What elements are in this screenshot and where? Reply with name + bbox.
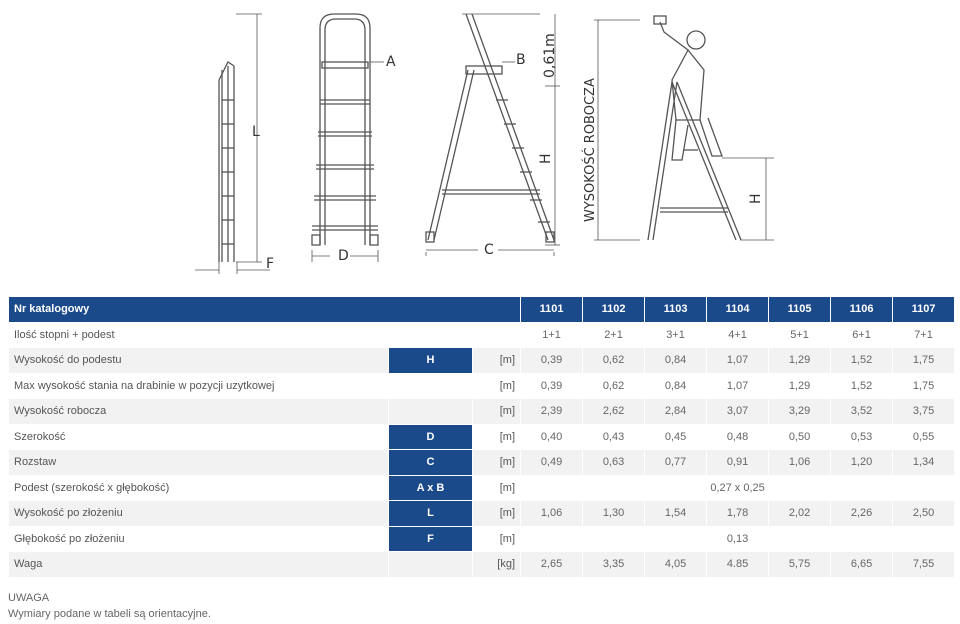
value-cell: 4+1 (707, 322, 769, 348)
value-cell: 1,07 (707, 373, 769, 399)
value-cell: 6,65 (831, 552, 893, 578)
value-cell: 0,63 (583, 450, 645, 476)
value-cell: 0,43 (583, 424, 645, 450)
dimension-code-badge (389, 399, 473, 425)
model-header: 1102 (583, 297, 645, 323)
catalog-number-header: Nr katalogowy (9, 297, 521, 323)
value-cell: 0,53 (831, 424, 893, 450)
table-row (9, 475, 955, 501)
value-cell: 3,75 (893, 399, 955, 425)
value-cell: 0,49 (521, 450, 583, 476)
value-cell: 0,45 (645, 424, 707, 450)
row-label: Głębokość po złożeniu (9, 526, 389, 552)
value-cell: 1,07 (707, 348, 769, 374)
value-cell: 0,48 (707, 424, 769, 450)
ladder-dimension-diagram (0, 0, 960, 290)
dimension-code-badge: A x B (389, 475, 473, 501)
value-cell: 1,29 (769, 348, 831, 374)
row-label: Wysokość robocza (9, 399, 389, 425)
value-cell: 6+1 (831, 322, 893, 348)
dim-label-H-side: H (538, 153, 554, 164)
value-cell: 7+1 (893, 322, 955, 348)
dimension-code-badge (389, 322, 473, 348)
merged-value-cell: 0,27 x 0,25 (521, 475, 955, 501)
unit-label: [m] (473, 348, 521, 374)
row-label: Waga (9, 552, 389, 578)
model-header: 1107 (893, 297, 955, 323)
value-cell: 1,06 (769, 450, 831, 476)
value-cell: 3,52 (831, 399, 893, 425)
value-cell: 1,75 (893, 373, 955, 399)
table-row (9, 348, 955, 374)
dim-label-F: F (266, 256, 275, 272)
value-cell: 2,84 (645, 399, 707, 425)
value-cell: 0,84 (645, 348, 707, 374)
value-cell: 0,39 (521, 373, 583, 399)
unit-label: [kg] (473, 552, 521, 578)
value-cell: 3,07 (707, 399, 769, 425)
dimension-code-badge: C (389, 450, 473, 476)
table-row (9, 373, 955, 399)
note-text: Wymiary podane w tabeli są orientacyjne. (8, 608, 211, 620)
value-cell: 3+1 (645, 322, 707, 348)
value-cell: 1,30 (583, 501, 645, 527)
folded-side-view (195, 14, 270, 274)
value-cell: 1,75 (893, 348, 955, 374)
table-header-row (9, 297, 955, 323)
value-cell: 1,52 (831, 373, 893, 399)
unit-label (473, 322, 521, 348)
value-cell: 0,55 (893, 424, 955, 450)
value-cell: 3,29 (769, 399, 831, 425)
model-header: 1106 (831, 297, 893, 323)
value-cell: 5,75 (769, 552, 831, 578)
table-row (9, 322, 955, 348)
table-row (9, 424, 955, 450)
value-cell: 1,34 (893, 450, 955, 476)
value-cell: 2,50 (893, 501, 955, 527)
unit-label: [m] (473, 399, 521, 425)
value-cell: 0,91 (707, 450, 769, 476)
value-cell: 0,39 (521, 348, 583, 374)
model-header: 1105 (769, 297, 831, 323)
row-label: Wysokość do podestu (9, 348, 389, 374)
value-cell: 0,84 (645, 373, 707, 399)
value-cell: 0,62 (583, 373, 645, 399)
value-cell: 4,05 (645, 552, 707, 578)
model-header: 1101 (521, 297, 583, 323)
value-cell: 1,20 (831, 450, 893, 476)
value-cell: 3,35 (583, 552, 645, 578)
value-cell: 5+1 (769, 322, 831, 348)
value-cell: 2,02 (769, 501, 831, 527)
value-cell: 2,39 (521, 399, 583, 425)
value-cell: 0,40 (521, 424, 583, 450)
model-header: 1103 (645, 297, 707, 323)
dim-label-L: L (252, 124, 260, 140)
table-row (9, 399, 955, 425)
value-cell: 0,62 (583, 348, 645, 374)
row-label: Szerokość (9, 424, 389, 450)
value-cell: 1+1 (521, 322, 583, 348)
row-label: Wysokość po złożeniu (9, 501, 389, 527)
row-label: Ilość stopni + podest (9, 322, 389, 348)
dim-label-A: A (386, 54, 396, 70)
value-cell: 1,52 (831, 348, 893, 374)
table-row (9, 552, 955, 578)
unit-label: [m] (473, 475, 521, 501)
dimension-code-badge: H (389, 348, 473, 374)
table-row (9, 501, 955, 527)
unit-label: [m] (473, 424, 521, 450)
row-label: Podest (szerokość x głębokość) (9, 475, 389, 501)
dimension-code-badge: L (389, 501, 473, 527)
dim-label-B: B (516, 52, 526, 68)
value-cell: 0,50 (769, 424, 831, 450)
dim-label-working-height: WYSOKOŚĆ ROBOCZA (583, 78, 598, 222)
note-title: UWAGA (8, 592, 50, 604)
dim-label-D: D (338, 248, 349, 264)
dim-label-height-061: 0,61m (542, 33, 558, 78)
dim-label-H-person: H (748, 193, 764, 204)
model-header: 1104 (707, 297, 769, 323)
value-cell: 1,29 (769, 373, 831, 399)
front-view (312, 14, 384, 262)
unit-label: [m] (473, 526, 521, 552)
dimension-code-badge (389, 552, 473, 578)
table-row (9, 526, 955, 552)
specification-table (8, 296, 955, 578)
value-cell: 7,55 (893, 552, 955, 578)
open-side-view (426, 14, 560, 256)
person-on-ladder-view (594, 16, 774, 240)
value-cell: 1,78 (707, 501, 769, 527)
unit-label: [m] (473, 450, 521, 476)
table-row (9, 450, 955, 476)
value-cell: 1,54 (645, 501, 707, 527)
merged-value-cell: 0,13 (521, 526, 955, 552)
value-cell: 0,77 (645, 450, 707, 476)
value-cell: 2+1 (583, 322, 645, 348)
dimension-code-badge: F (389, 526, 473, 552)
value-cell: 1,06 (521, 501, 583, 527)
unit-label: [m] (473, 501, 521, 527)
dimension-code-badge (389, 373, 473, 399)
value-cell: 2,26 (831, 501, 893, 527)
row-label: Rozstaw (9, 450, 389, 476)
dim-label-C: C (484, 242, 494, 258)
dimension-code-badge: D (389, 424, 473, 450)
value-cell: 2,62 (583, 399, 645, 425)
value-cell: 4.85 (707, 552, 769, 578)
row-label: Max wysokość stania na drabinie w pozycji uzytkowej (9, 373, 389, 399)
value-cell: 2,65 (521, 552, 583, 578)
unit-label: [m] (473, 373, 521, 399)
